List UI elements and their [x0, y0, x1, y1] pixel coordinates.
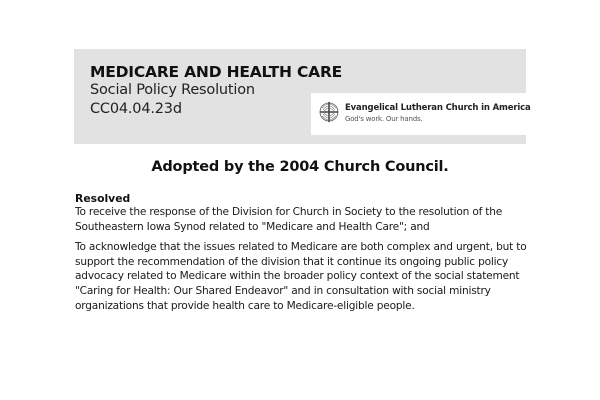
document-header	[74, 49, 531, 144]
document-subtitle: Social Policy Resolution	[90, 82, 255, 98]
resolution-paragraph: To receive the response of the Division for Church in Society to the resolution of the Southeastern Iowa Synod related to "Medicare and Health Care"; and	[75, 206, 503, 233]
document-title: MEDICARE AND HEALTH CARE	[90, 63, 343, 81]
resolved-heading: Resolved	[75, 192, 131, 205]
elca-cross-icon	[319, 100, 339, 124]
logo-tagline: God's work. Our hands.	[345, 115, 423, 123]
adopted-statement: Adopted by the 2004 Church Council.	[151, 159, 449, 175]
logo-organization-name: Evangelical Lutheran Church in America	[345, 103, 531, 113]
document-code: CC04.04.23d	[90, 101, 182, 117]
elca-logo	[311, 93, 531, 135]
resolution-paragraph: To acknowledge that the issues related to Medicare are both complex and urgent, but to support the recommendation of the division that it continue its ongoing public policy advocacy related to Medicare within the broader policy context of the social statement "Caring for Health: Our Shared Endeavor" and in consultation with social ministry organizations that provide health care to Medicare-eligible people.	[75, 241, 527, 312]
